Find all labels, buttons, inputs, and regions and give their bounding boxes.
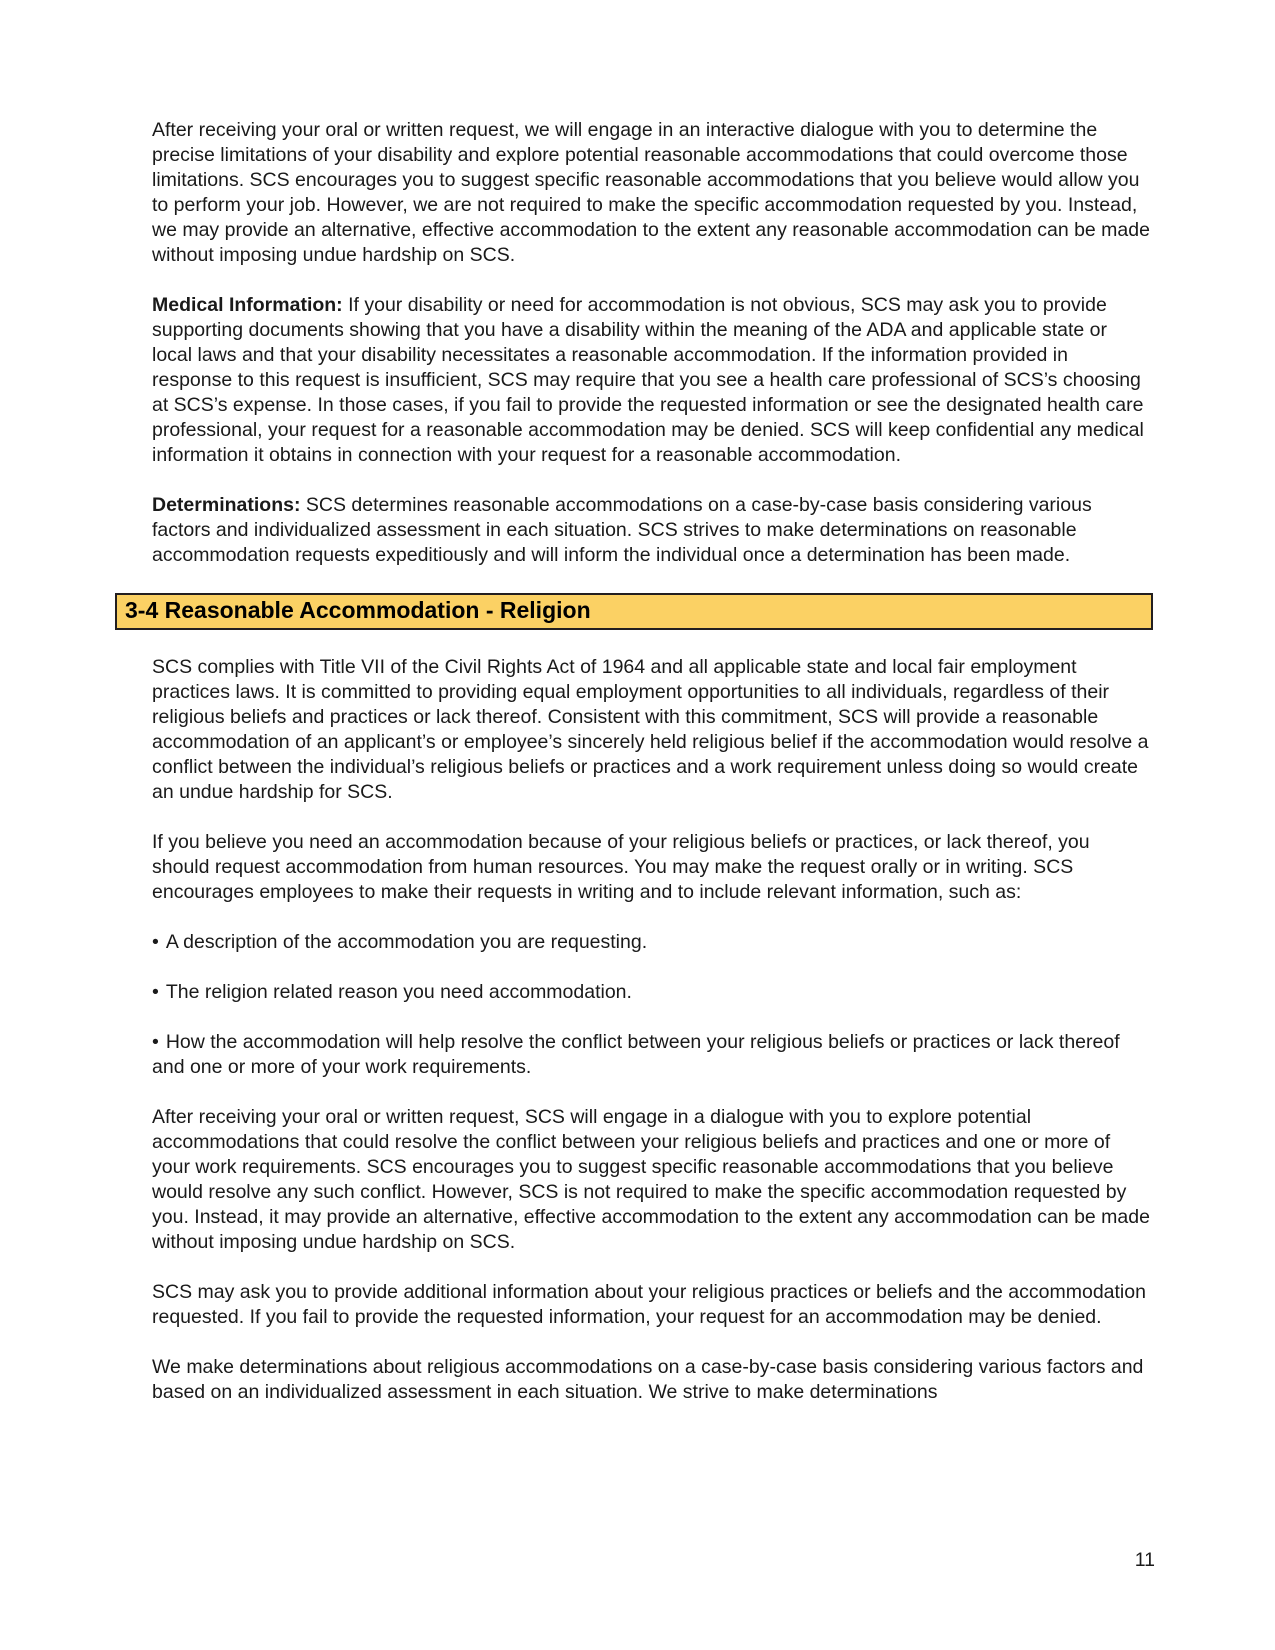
paragraph-title-vii: SCS complies with Title VII of the Civil Rights Act of 1964 and all applicable state and local fair employment practices laws. It is committed to providing equal employment opportunities to all individuals, regardless of their religious beliefs and practices or lack thereof. Consistent with this commitment, SCS will provide a reasonable accommodation of an applicant’s or employee’s sincerely held religious belief if the accommodation would resolve a conflict between the individual’s religious beliefs or practices and a work requirement unless doing so would create an undue hardship for SCS. <box>152 656 1149 803</box>
paragraph-request-accommodation: If you believe you need an accommodation because of your religious beliefs or practices, or lack thereof, you should request accommodation from human resources. You may make the request orally or in writing. SCS encourages employees to make their requests in writing and to include relevant information, such as: <box>152 831 1090 903</box>
paragraph-dialogue-religion: After receiving your oral or written request, SCS will engage in a dialogue with you to explore potential accommodations that could resolve the conflict between your religious beliefs and practices and one or more of your work requirements. SCS encourages you to suggest specific reasonable accommodations that you believe would resolve any such conflict. However, SCS is not required to make the specific accommodation requested by you. Instead, it may provide an alternative, effective accommodation to the extent any accommodation can be made without imposing undue hardship on SCS. <box>152 1106 1150 1253</box>
determinations-label: Determinations: <box>152 494 301 516</box>
list-item <box>152 980 1152 1005</box>
section-header-title: 3-4 Reasonable Accommodation - Religion <box>125 597 591 623</box>
paragraph-interactive-dialogue: After receiving your oral or written request, we will engage in an interactive dialogue with you to determine the precise limitations of your disability and explore potential reasonable accommodations that could overcome those limitations. SCS encourages you to suggest specific reasonable accommodations that you believe would allow you to perform your job. However, we are not required to make the specific accommodation requested by you. Instead, we may provide an alternative, effective accommodation to the extent any reasonable accommodation can be made without imposing undue hardship on SCS. <box>152 119 1150 266</box>
medical-information-text: If your disability or need for accommodation is not obvious, SCS may ask you to provide supporting documents showing that you have a disability within the meaning of the ADA and applicable state or local laws and that your disability necessitates a reasonable accommodation. If the information provided in response to this request is insufficient, SCS may require that you see a health care professional of SCS’s choosing at SCS’s expense. In those cases, if you fail to provide the requested information or see the designated health care professional, your request for a reasonable accommodation may be denied. SCS will keep confidential any medical information it obtains in connection with your request for a reasonable accommodation. <box>152 294 1144 466</box>
determinations-text: SCS determines reasonable accommodations on a case-by-case basis considering various factors and individualized assessment in each situation. SCS strives to make determinations on reasonable accommodation requests expeditiously and will inform the individual once a determination has been made. <box>152 494 1092 566</box>
paragraph-medical-information <box>152 293 1152 468</box>
bullet-list <box>152 930 1152 1080</box>
medical-information-label: Medical Information: <box>152 294 343 316</box>
bullet-text: How the accommodation will help resolve the conflict between your religious beliefs or practices or lack thereof and one or more of your work requirements. <box>152 1031 1120 1078</box>
page-number: 11 <box>1134 1549 1155 1571</box>
bullet-marker: • <box>152 931 159 953</box>
paragraph-additional-information: SCS may ask you to provide additional information about your religious practices or beliefs and the accommodation requested. If you fail to provide the requested information, your request for an accommodation may be denied. <box>152 1281 1146 1328</box>
list-item <box>152 1030 1152 1080</box>
paragraph-religion-determinations: We make determinations about religious accommodations on a case-by-case basis considering various factors and based on an individualized assessment in each situation. We strive to make determinations <box>152 1356 1144 1403</box>
bullet-marker: • <box>152 981 159 1003</box>
list-item <box>152 930 1152 955</box>
bullet-marker: • <box>152 1031 159 1053</box>
paragraph-determinations <box>152 493 1152 568</box>
bullet-text: A description of the accommodation you are requesting. <box>165 931 648 953</box>
document-body <box>125 118 1152 1430</box>
bullet-text: The religion related reason you need accommodation. <box>165 981 632 1003</box>
section-header-3-4 <box>115 593 1153 630</box>
